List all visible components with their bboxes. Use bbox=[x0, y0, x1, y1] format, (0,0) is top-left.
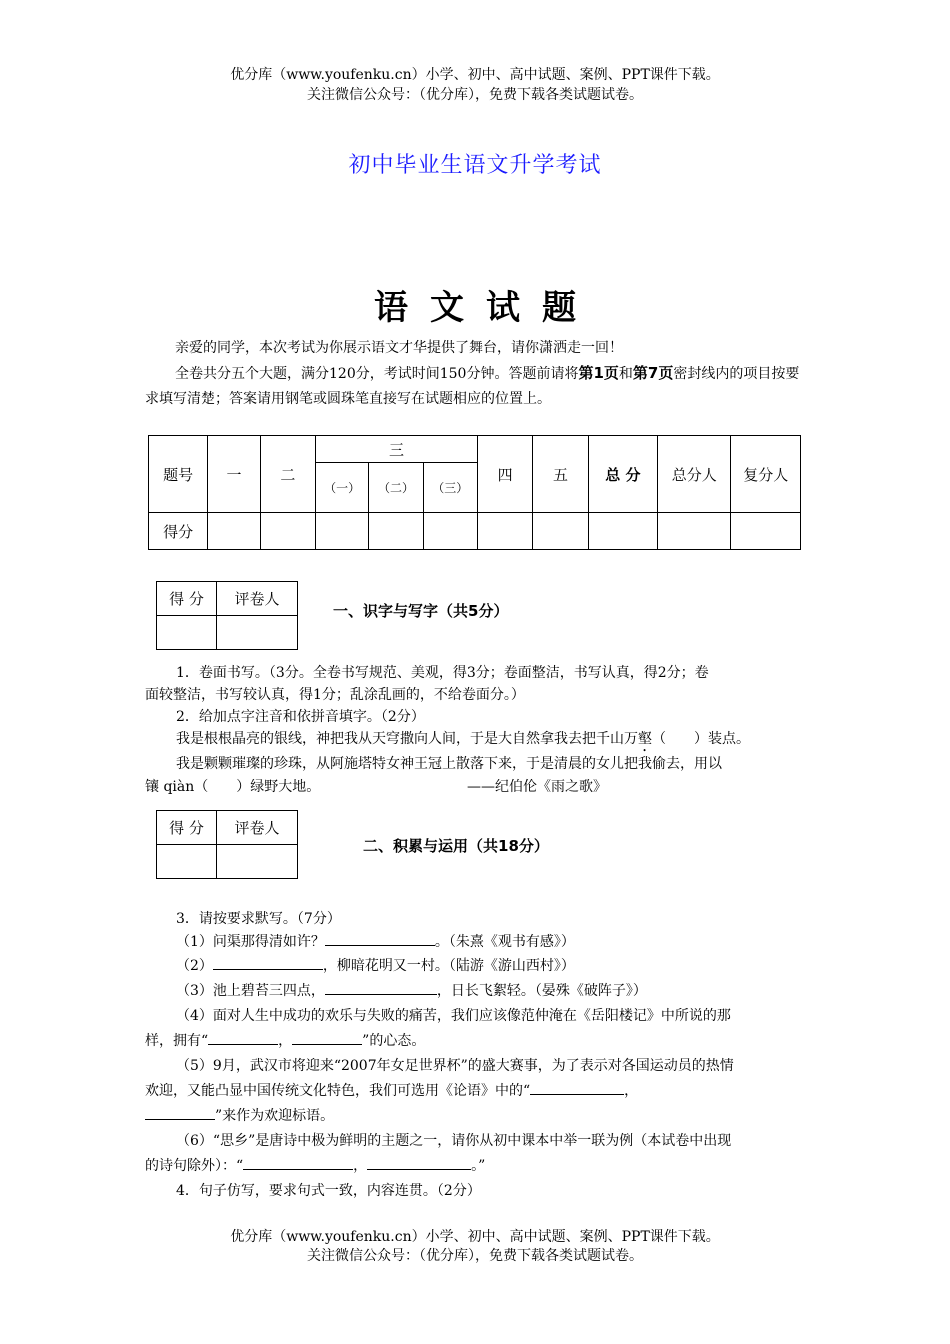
row-header-score: 得分 bbox=[149, 513, 208, 550]
section1-title: 一、识字与写字（共5分） bbox=[333, 602, 509, 620]
intro-page-7: 第7页 bbox=[632, 364, 674, 382]
q3-2 bbox=[176, 955, 575, 977]
q3-6-blank-2[interactable] bbox=[367, 1155, 471, 1170]
grader-score-label: 得 分 bbox=[157, 811, 217, 845]
q3-3 bbox=[176, 980, 647, 1002]
col-total: 总 分 bbox=[588, 436, 657, 513]
q2-passage-line-2: 我是颗颗璀璨的珍珠，从阿施塔特女神王冠上散落下来，于是清晨的女儿把我偷去，用以 bbox=[176, 756, 722, 772]
q3-2-text: （2） bbox=[176, 958, 213, 974]
q3-2-source: ，柳暗花明又一村。（陆游《游山西村》） bbox=[322, 958, 575, 974]
score-cell bbox=[588, 513, 657, 550]
grader-score-cell bbox=[157, 845, 217, 879]
q3-4-line-1: （4）面对人生中成功的欢乐与失败的痛苦，我们应该像范仲淹在《岳阳楼记》中所说的那 bbox=[176, 1008, 731, 1024]
q3-4-text: 样，拥有“ bbox=[145, 1033, 209, 1049]
q3-6-comma: ， bbox=[353, 1158, 368, 1174]
col-reviewer: 复分人 bbox=[731, 436, 801, 513]
q3-6-text: 的诗句除外）：“ bbox=[145, 1158, 244, 1174]
q3-1-text: （1）问渠那得清如许？ bbox=[176, 934, 325, 950]
col-3-sub-3: （三） bbox=[423, 463, 477, 513]
section2-title: 二、积累与运用（共18分） bbox=[363, 837, 549, 855]
q3-4-blank-2[interactable] bbox=[292, 1030, 362, 1045]
grader-name-cell bbox=[217, 845, 298, 879]
col-1: 一 bbox=[208, 436, 260, 513]
q3-1 bbox=[176, 931, 575, 953]
q2-pinyin-blank[interactable]: 镶 qiàn（ ）绿野大地。 bbox=[145, 779, 321, 795]
intro-paragraph-1: 亲爱的同学，本次考试为你展示语文才华提供了舞台，请你潇洒走一回！ bbox=[175, 340, 623, 356]
footer-line-2: 关注微信公众号：（优分库），免费下载各类试题试卷。 bbox=[307, 1248, 643, 1264]
q2-passage-line-3 bbox=[145, 776, 810, 798]
q4-title: 4．句子仿写，要求句式一致，内容连贯。（2分） bbox=[176, 1183, 481, 1199]
score-cell bbox=[260, 513, 315, 550]
q2-dotted-char: 壑 bbox=[638, 731, 652, 747]
score-cell bbox=[477, 513, 532, 550]
intro-text-rest: 密封线内的项目按要求填写清楚；答案请用钢笔或圆珠笔直接写在试题相应的位置上。 bbox=[145, 366, 800, 407]
q3-3-source: ，日长飞絮轻。（晏殊《破阵子》） bbox=[436, 983, 647, 999]
col-2: 二 bbox=[260, 436, 315, 513]
q3-1-blank[interactable] bbox=[325, 931, 435, 946]
grader-label: 评卷人 bbox=[217, 582, 298, 616]
score-cell bbox=[533, 513, 588, 550]
section2-grader-table bbox=[156, 810, 298, 879]
q3-5-tail: ”来作为欢迎标语。 bbox=[215, 1108, 335, 1124]
q3-5-line-1: （5）9月，武汉市将迎来“2007年女足世界杯”的盛大赛事，为了表示对各国运动员的热情 bbox=[176, 1058, 734, 1074]
col-3: 三 bbox=[316, 436, 478, 463]
q2-title: 2．给加点字注音和依拼音填字。（2分） bbox=[176, 709, 425, 725]
q3-4-tail: ”的心态。 bbox=[362, 1033, 426, 1049]
q3-5-blank-2[interactable] bbox=[145, 1105, 215, 1120]
q3-1-source: 。（朱熹《观书有感》） bbox=[434, 934, 575, 950]
score-table bbox=[148, 435, 801, 550]
intro-text-and: 和 bbox=[618, 366, 633, 382]
grader-name-cell bbox=[217, 616, 298, 650]
intro-page-1: 第1页 bbox=[578, 364, 619, 382]
col-5: 五 bbox=[533, 436, 588, 513]
q3-5-line-2 bbox=[145, 1080, 638, 1102]
q3-5-line-3 bbox=[145, 1105, 334, 1127]
q2-source: ——纪伯伦《雨之歌》 bbox=[467, 779, 607, 795]
score-cell bbox=[316, 513, 369, 550]
col-3-sub-1: （一） bbox=[316, 463, 369, 513]
q1-line-1: 1．卷面书写。（3分。全卷书写规范、美观，得3分；卷面整洁，书写认真，得2分；卷 bbox=[176, 665, 709, 681]
exam-subtitle: 初中毕业生语文升学考试 bbox=[348, 153, 602, 178]
grader-score-label: 得 分 bbox=[157, 582, 217, 616]
q3-6-line-1: （6）“思乡”是唐诗中极为鲜明的主题之一，请你从初中课本中举一联为例（本试卷中出现 bbox=[176, 1133, 732, 1149]
col-4: 四 bbox=[477, 436, 532, 513]
q3-5-text: 欢迎，又能凸显中国传统文化特色，我们可选用《论语》中的“ bbox=[145, 1083, 531, 1099]
q3-6-tail: 。” bbox=[471, 1158, 486, 1174]
header-line-2: 关注微信公众号：（优分库），免费下载各类试题试卷。 bbox=[307, 87, 643, 103]
q3-title: 3．请按要求默写。（7分） bbox=[176, 911, 341, 927]
grader-score-cell bbox=[157, 616, 217, 650]
q3-4-blank-1[interactable] bbox=[208, 1030, 278, 1045]
q3-3-blank[interactable] bbox=[325, 980, 437, 995]
q3-6-line-2 bbox=[145, 1155, 485, 1177]
score-cell bbox=[369, 513, 423, 550]
score-cell bbox=[423, 513, 477, 550]
q3-6-blank-1[interactable] bbox=[243, 1155, 353, 1170]
score-cell bbox=[208, 513, 260, 550]
q2-answer-blank[interactable]: （ ）装点。 bbox=[652, 731, 750, 747]
intro-text: 全卷共分五个大题，满分120分，考试时间150分钟。答题前请将 bbox=[175, 366, 579, 382]
q3-4-line-2 bbox=[145, 1030, 425, 1052]
grader-label: 评卷人 bbox=[217, 811, 298, 845]
q2-passage-text: 我是根根晶亮的银线，神把我从天穹撒向人间，于是大自然拿我去把千山万 bbox=[176, 731, 638, 747]
col-3-sub-2: （二） bbox=[369, 463, 423, 513]
q3-5-comma: ， bbox=[624, 1083, 639, 1099]
score-cell bbox=[658, 513, 731, 550]
intro-paragraph-2 bbox=[145, 361, 810, 412]
col-scorer: 总分人 bbox=[658, 436, 731, 513]
q2-passage-line-1 bbox=[176, 728, 750, 755]
q3-4-comma: ， bbox=[278, 1033, 293, 1049]
exam-title: 语文试题 bbox=[374, 288, 598, 328]
q3-2-blank[interactable] bbox=[213, 955, 323, 970]
q3-3-text: （3）池上碧苔三四点， bbox=[176, 983, 325, 999]
q1-line-2: 面较整洁，书写较认真，得1分；乱涂乱画的，不给卷面分。） bbox=[145, 687, 525, 703]
q3-5-blank-1[interactable] bbox=[530, 1080, 624, 1095]
row-header-question: 题号 bbox=[149, 436, 208, 513]
section1-grader-table bbox=[156, 581, 298, 650]
score-cell bbox=[731, 513, 801, 550]
footer-line-1: 优分库（www.youfenku.cn）小学、初中、高中试题、案例、PPT课件下载。 bbox=[230, 1229, 720, 1245]
header-line-1: 优分库（www.youfenku.cn）小学、初中、高中试题、案例、PPT课件下载。 bbox=[230, 67, 720, 83]
